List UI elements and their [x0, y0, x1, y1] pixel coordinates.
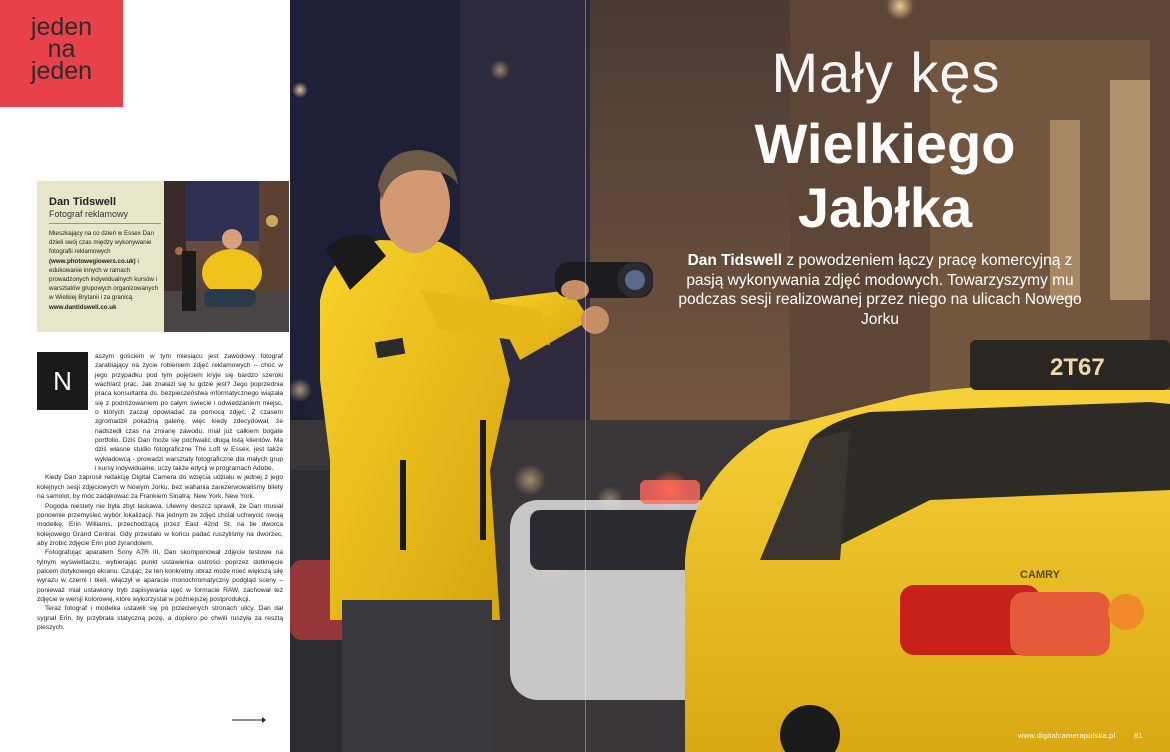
article-paragraph-4: Fotografując aparatem Sony A7R III, Dan skomponował zdjęcie testowe na tylnym wyświetlaczu, wybierając punkt ustawienia ostrości poprzez dotknięcie palcem dotykowego ekranu. Czując, że ten konkretny obraz może mieć większą siłę wyrazu w czerni i bieli, włączył w aparacie monochromatyczny podgląd sceny – ponieważ miał ustawiony tryb zapisywania ujęć w formacie RAW, zachował też zdjęcie w wersji kolorowej, które wykorzystał w późniejszej postprodukcji. [37, 549, 283, 603]
taxi-plate: 2T67 [1050, 354, 1105, 381]
profile-box [37, 181, 289, 332]
lead-name: Dan Tidswell [687, 252, 783, 269]
lead-text: z powodzeniem łączy pracę komercyjną z pasją wykonywania zdjęć modowych. Towarzyszymy mu podczas sesji realizowanej przez niego na ulicach Nowego Jorku [678, 252, 1082, 328]
article-paragraph-5: Teraz fotograf i modelka ustawili się po przeciwnych stronach ulicy. Dan dał sygnał Erin, by przybrała statyczną pozę, a dopiero po chwili ruszyła za resztą pieszych. [37, 605, 283, 631]
article-paragraph-3: Pogoda niestety nie była zbyt łaskawa. Ulewny deszcz sprawił, że Dan musiał ponownie przemyśleć wybór lokalizacji. Na jednym ze zdjęć chciał uchwycić swoją modelkę, Erin Williams, przechodzącą przez East 42nd St. na tle dworca kolejowego Grand Central. Gdy przestało w końcu padać ruszyliśmy na dworzec, aby zrobić zdjęcie Erin pod żyrandolem. [37, 502, 283, 547]
bio-link-2[interactable]: www.dantidswell.co.uk [49, 303, 117, 311]
section-badge [0, 0, 123, 107]
left-text-column [0, 0, 290, 752]
bio-text-2: i edukowanie innych w ramach prowadzonych indywidualnych kursów i warsztatów grupowych organizowanych w Wielkiej Brytanii i za granicą. [49, 257, 159, 302]
article-body [37, 352, 283, 632]
article-paragraph-1: aszym gościem w tym miesiącu jest zawodowy fotograf zarabiający na życie robieniem zdjęć reklamowych – choć w jego przypadku pod tym pojęciem kryje się bardzo szeroki wachlarz prac. Jak znalazł się tu gdzie jest? Jego poprzednia praca konsultanta ds. bezpieczeństwa informatycznego wiązała się z podróżowaniem po całym świecie i odwiedzaniem miejsc, o których zaczął opowiadać za pomocą zdjęć. Z czasem zgromadził pokaźną galerię, więc kiedy zdecydował, że nadszedł czas na zmianę zawodu, miał już całkiem bogate portfolio. Dziś Dan może się pochwalić długą listą klientów. Ma dziś własne studio fotograficzne The Loft w Essex, jest także wykładowcą - prowadzi warsztaty fotograficzne dla małych grup i kursy indywidualne, uczy także edycji w programach Adobe. [95, 353, 283, 473]
headline-bold [700, 112, 1070, 240]
footer-url[interactable]: www.digitalcamerapolska.pl [1018, 731, 1116, 740]
page-number: 81 [1134, 731, 1143, 740]
profile-divider [49, 223, 161, 224]
profile-bio [49, 229, 161, 312]
badge-line-3: jeden [30, 57, 93, 85]
taxi-model-badge: CAMRY [1020, 569, 1060, 581]
profile-photo [164, 181, 289, 332]
lead-paragraph [670, 251, 1090, 329]
profile-photo-illustration [164, 181, 289, 332]
headline-bold-line-2: Jabłka [797, 176, 973, 239]
profile-role: Fotograf reklamowy [49, 209, 129, 219]
badge-line-2: na [47, 35, 76, 63]
bio-text-1: Mieszkający na co dzień w Essex Dan dzieli swój czas między wykonywanie fotografii reklamowych [49, 230, 154, 256]
article-paragraph-2: Kiedy Dan zaprosił redakcję Digital Camera do wzięcia udziału w jednej z jego kolejnych sesji zdjęciowych w Nowym Jorku, bez wahania zarezerwowaliśmy bilety na samolot, by móc zadąkować za Frankiem Sinatrą: New York, New York. [37, 474, 283, 501]
badge-line-1: jeden [30, 13, 93, 41]
page-gutter [585, 0, 586, 752]
drop-cap: N [37, 352, 88, 410]
bio-link-1[interactable]: (www.photowegiowers.co.uk) [49, 257, 136, 265]
profile-name: Dan Tidswell [49, 196, 117, 208]
headline-light: Mały kęs [771, 41, 1001, 104]
continue-arrow-icon [232, 716, 266, 724]
headline-bold-line-1: Wielkiego [754, 112, 1016, 175]
